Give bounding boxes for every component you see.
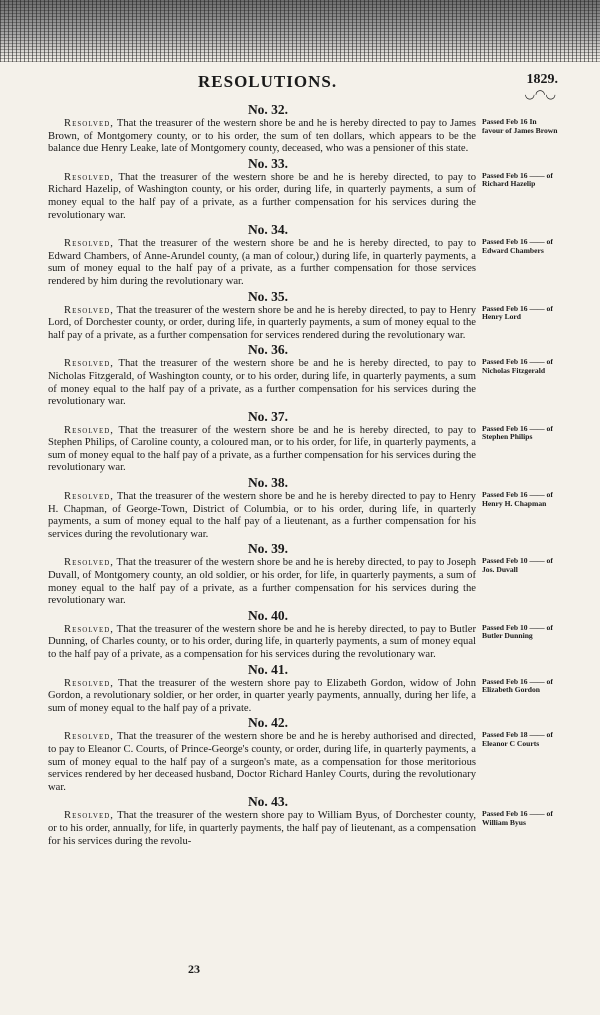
resolution-body: That the treasurer of the western shore be and he is hereby directed, to pay to Joseph Duvall, of Montgomery county, an old soldier, or his order, for life, in quarterly payments, a sum of money equal to the half pay of a private, as a further compensation for his services during the revolutionary war. — [48, 557, 477, 607]
resolution-block — [48, 222, 558, 288]
resolution-number: No. 35. — [247, 288, 289, 304]
resolved-lead: Resolved, — [64, 557, 114, 569]
margin-note: Passed Feb 16 —— of Stephen Philips — [482, 423, 553, 442]
margin-note: Passed Feb 16 —— of Elizabeth Gordon — [482, 676, 553, 695]
resolution-number: No. 42. — [247, 715, 289, 731]
margin-note: Passed Feb 16 —— of Edward Chambers — [482, 237, 553, 255]
resolution-number: No. 34. — [247, 222, 289, 238]
resolution-number: No. 39. — [247, 541, 289, 557]
margin-note: Passed Feb 16 —— of William Byus — [482, 809, 553, 827]
resolution-block — [48, 156, 558, 222]
resolution-block — [48, 608, 558, 662]
resolved-lead: Resolved, — [64, 677, 114, 689]
resolution-body: That the treasurer of the western shore be and he is hereby directed, to pay to Butler Dunning, of Charles county, or to his order, during life, in quarterly payments, a sum of money equal to the half pay of a private, as a compensation for his services during the revolutionary war. — [48, 623, 476, 660]
resolution-number: No. 37. — [247, 408, 289, 424]
resolution-number: No. 32. — [247, 102, 289, 117]
resolution-body: That the treasurer of the western shore pay to William Byus, of Dorchester county, or to his order, annually, for life, in quarterly payments, the half pay of lieutenant, as a compensation for his services during the revolu- — [48, 810, 476, 847]
document-page — [48, 0, 558, 1015]
page-header — [48, 72, 558, 101]
resolution-block — [48, 794, 558, 848]
resolved-lead: Resolved, — [64, 424, 114, 436]
resolution-text — [48, 358, 476, 408]
margin-note: Passed Feb 16 In favour of James Brown — [482, 117, 558, 135]
resolution-block — [48, 342, 558, 408]
resolution-body: That the treasurer of the western shore be and he is hereby directed, to pay to Nicholas Fitzgerald, of Washington county, or to his order, during life, in quarterly payments, a sum of money equal to the half pay of a private, as a further compensation for his services during the revolutionary war. — [48, 358, 476, 408]
resolution-body: That the treasurer of the western shore be and he is hereby directed, to pay to Stephen Philips, of Caroline county, a coloured man, or to his order, for life, in quarterly payments, a sum of money equal to the half pay of a private, as a further compensation for his services during the revolutionary war. — [48, 424, 476, 474]
resolution-number: No. 43. — [247, 794, 289, 810]
resolution-block — [48, 289, 558, 343]
resolution-block — [48, 102, 558, 156]
resolution-number: No. 41. — [247, 661, 289, 677]
margin-note: Passed Feb 16 —— of Henry Lord — [482, 303, 553, 322]
resolved-lead: Resolved, — [64, 304, 114, 316]
page-year: 1829. — [526, 72, 558, 87]
resolution-text — [48, 118, 476, 156]
resolution-text — [48, 425, 476, 475]
margin-note: Passed Feb 16 —— of Nicholas Fitzgerald — [482, 357, 553, 375]
resolved-lead: Resolved, — [64, 491, 114, 503]
resolution-body: That the treasurer of the western shore be and he is hereby directed, to pay to Henry Lord, of Dorchester county, or order, during life, in quarterly payments, a sum of money equal to the half pay of a private, as a further compensation for services rendered during the revolutionary war. — [48, 304, 476, 341]
resolution-text — [48, 624, 476, 662]
page-number: 23 — [188, 962, 200, 976]
resolution-number: No. 38. — [247, 475, 289, 491]
margin-note: Passed Feb 10 —— of Jos. Duvall — [482, 556, 553, 574]
resolution-text — [48, 810, 476, 848]
resolution-body: That the treasurer of the western shore be and he is hereby directed to pay to Henry H. Chapman, of George-Town, District of Columbia, or to his order, during life, in quarterly payments, a sum of money equal to the half pay of a lieutenant, as a further compensation for his services during the revolutionary war. — [48, 491, 476, 540]
resolution-block — [48, 715, 558, 794]
resolution-text — [48, 678, 476, 716]
running-title: RESOLUTIONS. — [198, 72, 338, 91]
resolution-block — [48, 541, 558, 607]
resolution-number: No. 36. — [247, 342, 289, 358]
resolution-body: That the treasurer of the western shore be and he is hereby directed, to pay to Edward Chambers, of Anne-Arundel county, (a man of colour,) during life, in quarterly payments, a sum of money equal to the half pay of a private, as a further compensation for those services rendered by him during the revolutionary war. — [48, 238, 476, 287]
resolved-lead: Resolved, — [64, 810, 114, 822]
margin-note: Passed Feb 18 —— of Eleanor C Courts — [482, 730, 553, 748]
resolution-text — [48, 731, 476, 794]
resolved-lead: Resolved, — [64, 623, 114, 635]
margin-note: Passed Feb 10 —— of Butler Dunning — [482, 622, 553, 641]
resolution-block — [48, 662, 558, 716]
resolution-text — [48, 491, 476, 541]
year-flourish: ◡◠◡ — [524, 87, 556, 101]
resolution-number: No. 40. — [247, 607, 289, 623]
resolved-lead: Resolved, — [64, 731, 114, 743]
resolution-block — [48, 475, 558, 541]
resolution-text — [48, 305, 476, 343]
resolution-text — [48, 557, 476, 607]
resolution-body: That the treasurer of the western shore be and he is hereby directed, to pay to Richard Hazelip, of Washington county, or his order, during life, in quarterly payments, a sum of money equal to the half pay of a private, as a further compensation for his services during the revolutionary war. — [48, 171, 476, 221]
resolutions-list — [48, 102, 558, 848]
resolution-block — [48, 409, 558, 475]
resolution-body: That the treasurer of the western shore pay to Elizabeth Gordon, widow of John Gordon, a revolutionary soldier, or her order, in quarter yearly payments, annually, during her life, a sum of money equal to the half pay of a private. — [48, 677, 476, 714]
resolved-lead: Resolved, — [64, 358, 114, 370]
resolved-lead: Resolved, — [64, 118, 114, 129]
resolved-lead: Resolved, — [64, 171, 114, 183]
resolution-number: No. 33. — [247, 155, 289, 171]
margin-note: Passed Feb 16 —— of Richard Hazelip — [482, 170, 553, 189]
resolution-text — [48, 172, 476, 222]
margin-note: Passed Feb 16 —— of Henry H. Chapman — [482, 490, 553, 508]
resolved-lead: Resolved, — [64, 238, 114, 250]
resolution-body: That the treasurer of the western shore be and he is hereby authorised and directed, to pay to Eleanor C. Courts, of Prince-George's county, or order, during life, in quarterly payments, a sum of money equal to the half pay of a surgeon's mate, as a compensation for those meritorious services rendered by her deceased husband, Doctor Richard Hanley Courts, during the revolutionary war. — [48, 731, 476, 793]
resolution-text — [48, 238, 476, 288]
resolution-body: That the treasurer of the western shore be and he is hereby directed to pay to James Brown, of Montgomery county, or to his order, the sum of ten dollars, which appears to be the balance due Henry Leake, late of Montgomery county, deceased, who was a pensioner of this state. — [48, 118, 476, 155]
